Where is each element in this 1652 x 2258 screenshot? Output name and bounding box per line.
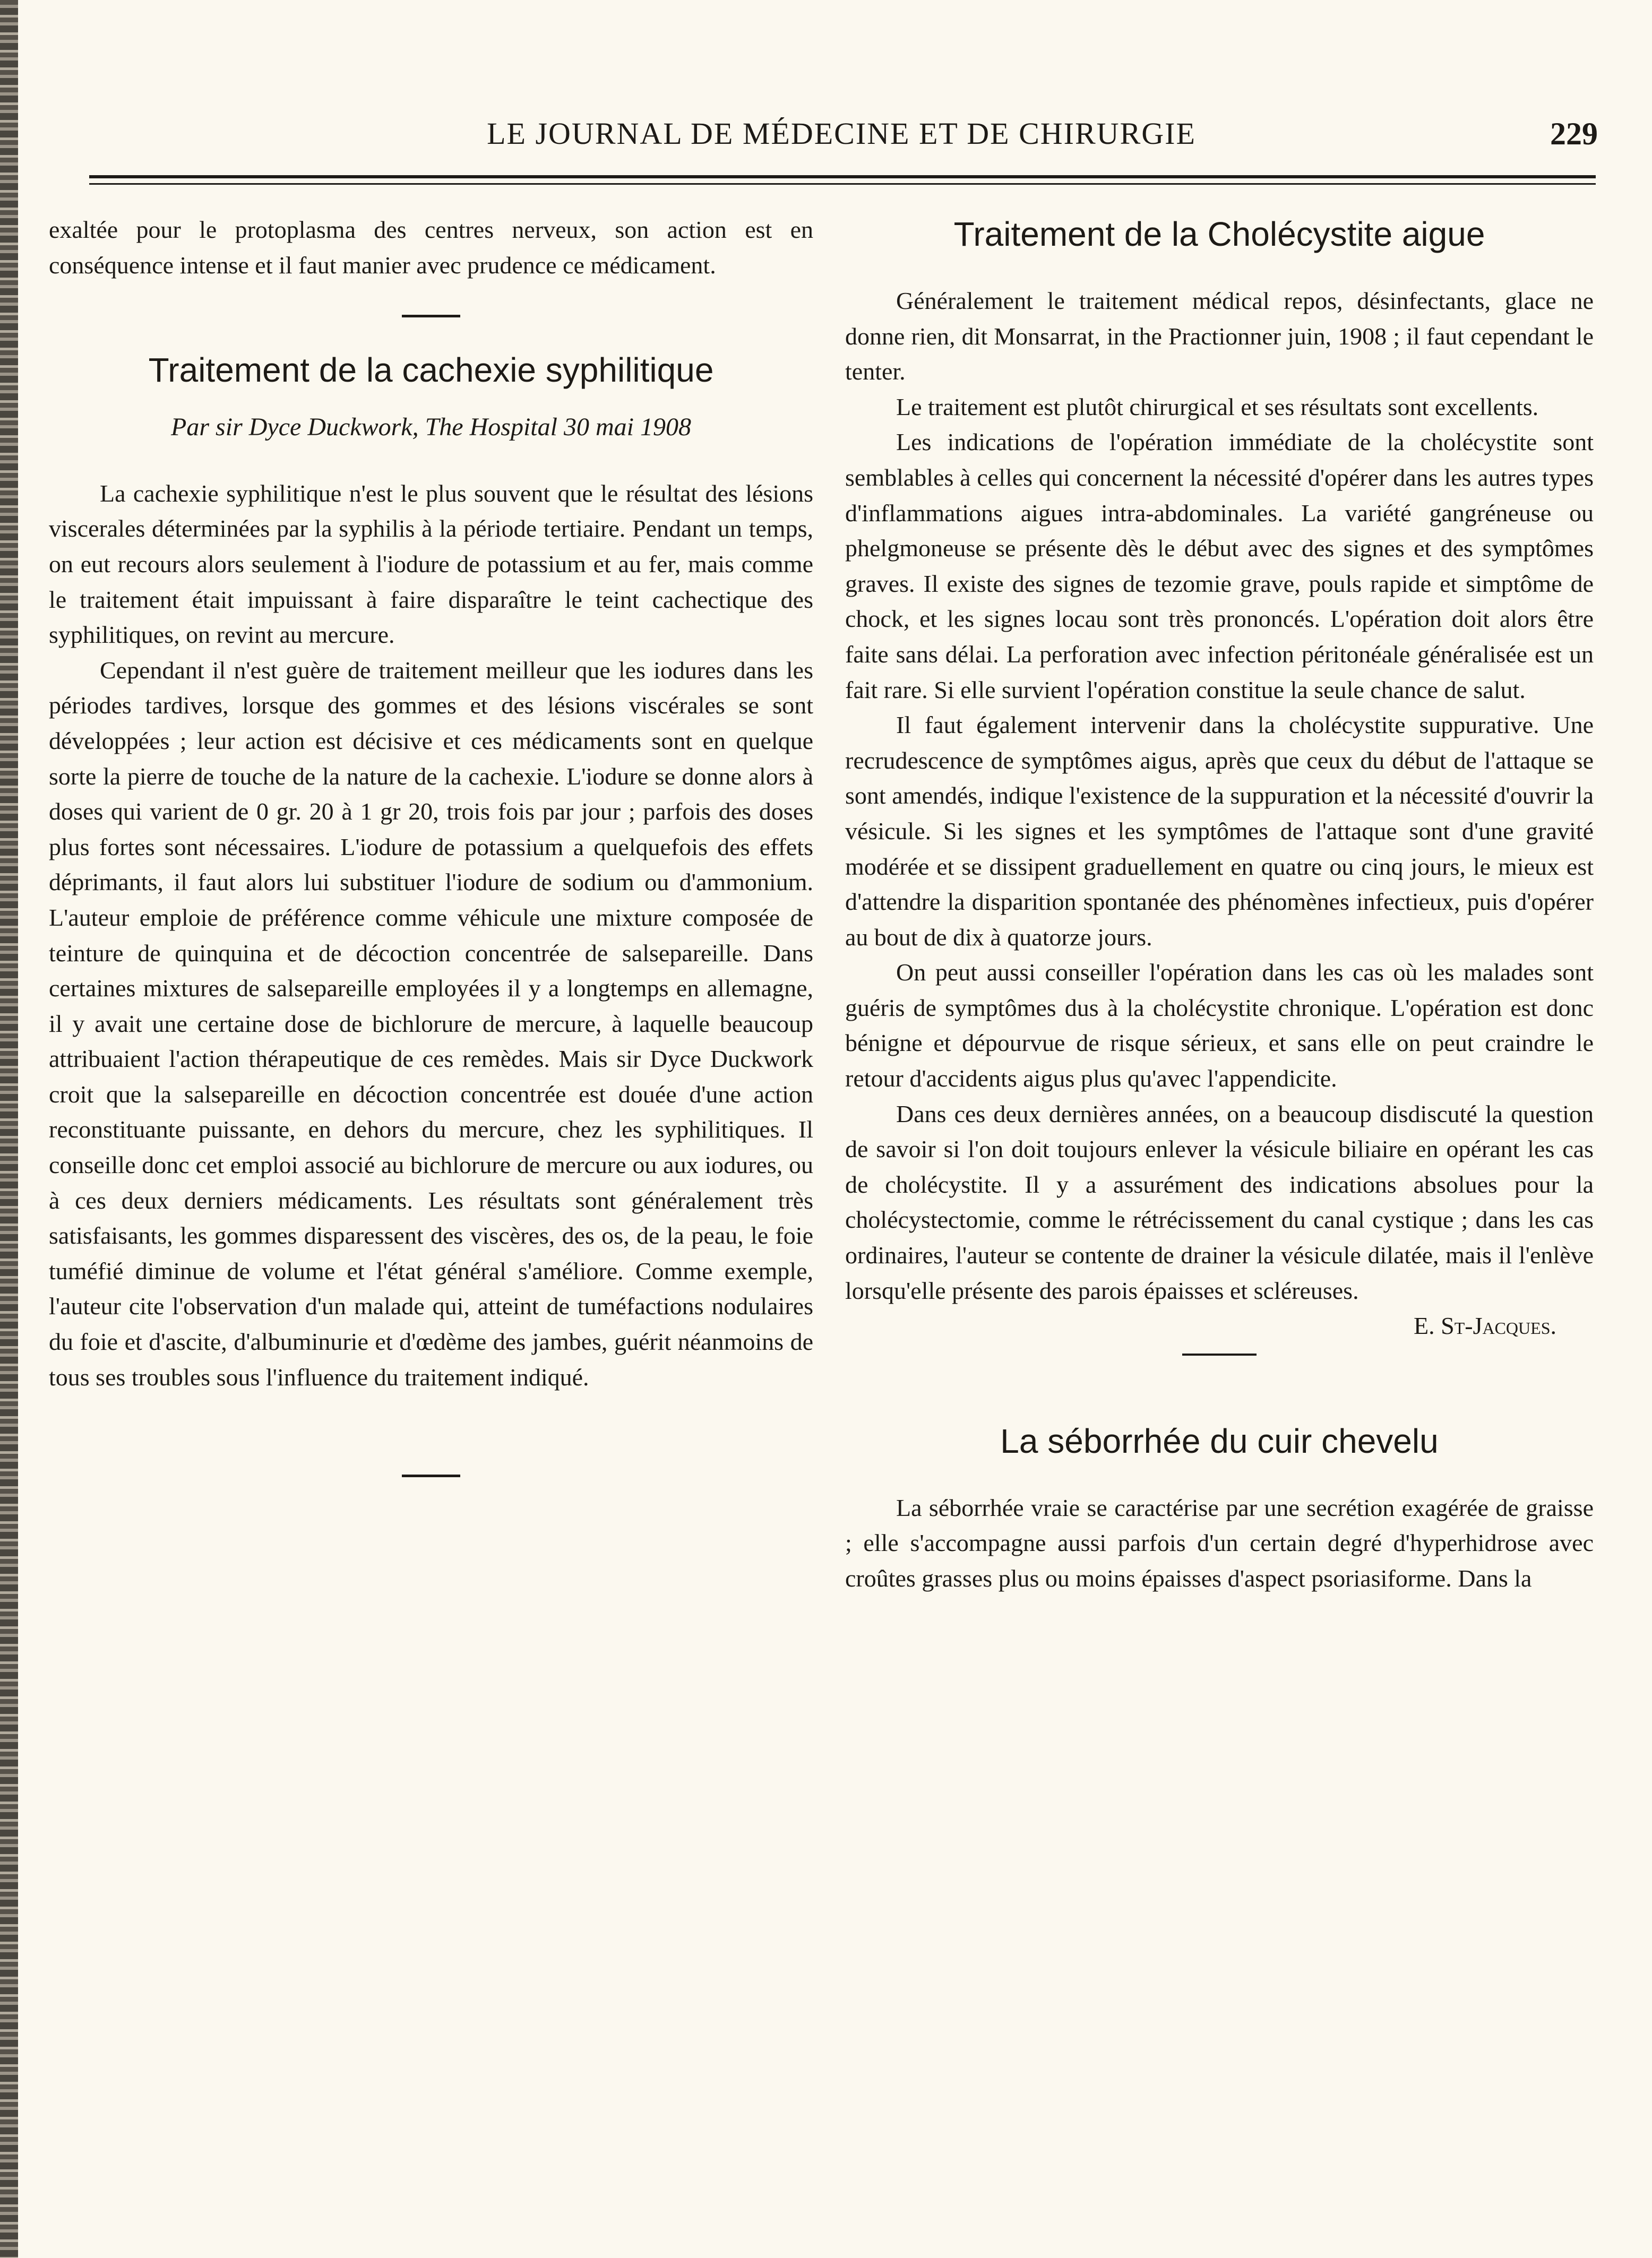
page-header (85, 116, 1598, 163)
author-signature (845, 1308, 1594, 1344)
right-column (845, 212, 1594, 1597)
article-title-cholecystite: Traitement de la Cholécystite aigue (953, 215, 1485, 253)
article-byline: Par sir Dyce Duckwork, The Hospital 30 mai 1908 (171, 413, 691, 442)
signature-text: E. St-Jacques. (1414, 1312, 1556, 1340)
left-column (49, 212, 813, 1477)
section-divider (402, 1475, 460, 1477)
paragraph: Cependant il n'est guère de traitement meilleur que les iodures dans les périodes tardives, lorsque des gommes et des lésions viscérales se sont développées ; leur action est décisive et ces médicaments sont en quelque sorte la pierre de touche de la nature de la cachexie. L'iodure se donne alors à doses qui varient de 0 gr. 20 à 1 gr 20, trois fois par jour ; parfois des doses plus fortes sont nécessaires. L'iodure de potassium a quelquefois des effets déprimants, il faut alors lui substituer l'iodure de sodium ou d'ammonium. L'auteur emploie de préférence comme véhicule une mixture composée de teinture de quinquina et de décoction concentrée de salsepareille. Dans certaines mixtures de salsepareille employées il y a longtemps en allemagne, il y avait une certaine dose de bichlorure de mercure, à laquelle beaucoup attribuaient l'action thérapeutique de ces remèdes. Mais sir Dyce Duckwork croit que la salsepareille en décoction concentrée est douée d'une action reconstituante puissante, en dehors du mercure, chez les syphilitiques. Il conseille donc cet emploi associé au bichlorure de mercure ou aux iodures, ou à ces deux derniers médicaments. Les résultats sont généralement très satisfaisants, les gommes disparessent des viscères, des os, de la peau, le foie tuméfié diminue de volume et l'état général s'améliore. Comme exemple, l'auteur cite l'observation d'un malade qui, atteint de tuméfactions nodulaires du foie et d'ascite, d'albuminurie et d'œdème des jambes, guérit néanmoins de tous ses troubles sous l'influence du traitement indiqué. (49, 656, 813, 1391)
paragraph: On peut aussi conseiller l'opération dans les cas où les malades sont guéris de symptômes dus à la cholécystite chronique. L'opération est donc bénigne et dépourvue de risque sérieux, et sans elle on peut craindre le retour d'accidents aigus plus qu'avec l'appendicite. (845, 959, 1594, 1092)
running-title: LE JOURNAL DE MÉDECINE ET DE CHIRURGIE (487, 116, 1196, 151)
section-divider (402, 315, 460, 317)
continuation-paragraph: exaltée pour le protoplasma des centres nerveux, son action est en conséquence intense et il faut manier avec prudence ce médicament. (49, 216, 813, 279)
section-divider (1182, 1354, 1257, 1356)
paragraph: Dans ces deux dernières années, on a beaucoup disdiscuté la question de savoir si l'on doit toujours enlever la vésicule biliaire en opérant les cas de cholécystite. Il y a assurément des indications absolues pour la cholécystectomie, comme le rétrécissement du canal cystique ; dans les cas ordinaires, l'auteur se contente de drainer la vésicule dilatée, mais il l'enlève lorsqu'elle présente des parois épaisses et scléreuses. (845, 1100, 1594, 1304)
paragraph: Généralement le traitement médical repos, désinfectants, glace ne donne rien, dit Monsarrat, in the Practionner juin, 1908 ; il faut cependant le tenter. (845, 287, 1594, 385)
article-title-cachexie: Traitement de la cachexie syphilitique (148, 351, 714, 390)
article-title-seborrhee: La séborrhée du cuir chevelu (1000, 1421, 1439, 1460)
header-rule (89, 175, 1596, 185)
paragraph: Il faut également intervenir dans la cholécystite suppurative. Une recrudescence de symptômes aigus, après que ceux du début de l'attaque se sont amendés, indique l'existence de la suppuration et la nécessité d'ouvrir la vésicule. Si les signes et les symptômes de l'attaque sont d'une gravité modérée et se dissipent graduellement en quatre ou cinq jours, le mieux est d'attendre la disparition spontanée des phénomènes infectieux, puis d'opérer au bout de dix à quatorze jours. (845, 711, 1594, 951)
paragraph: La séborrhée vraie se caractérise par une secrétion exagérée de graisse ; elle s'accompagne aussi parfois d'un certain degré d'hyperhidrose avec croûtes grasses plus ou moins épaisses d'aspect psoriasiforme. Dans la (845, 1494, 1594, 1592)
paragraph: La cachexie syphilitique n'est le plus souvent que le résultat des lésions viscerales déterminées par la syphilis à la période tertiaire. Pendant un temps, on eut recours alors seulement à l'iodure de potassium et au fer, mais comme le traitement était impuissant à faire disparaître le teint cachectique des syphilitiques, on revint au mercure. (49, 479, 813, 649)
page-binding-edge (0, 0, 18, 2258)
paragraph: Le traitement est plutôt chirurgical et ses résultats sont excellents. (896, 393, 1539, 420)
paragraph: Les indications de l'opération immédiate de la cholécystite sont semblables à celles qui concernent la nécessité d'opérer dans les autres types d'inflammations aigues intra-abdominales. La variété gangréneuse ou phelgmoneuse se présente dès le début avec des signes et des symptômes graves. Il existe des signes de tezomie grave, pouls rapide et simptôme de chock, et les signes locau sont très prononcés. L'opération doit alors être faite sans délai. La perforation avec infection péritonéale généralisée est un fait rare. Si elle survient l'opération constitue la seule chance de salut. (845, 428, 1594, 703)
page-number: 229 (1550, 116, 1598, 151)
